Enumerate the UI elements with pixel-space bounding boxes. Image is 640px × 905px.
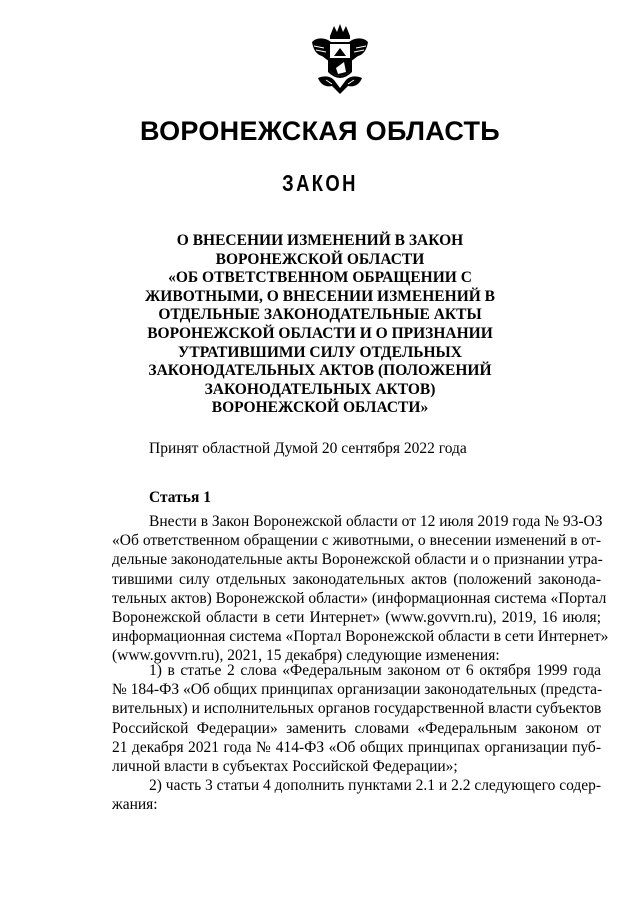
paragraph-line: информационная система «Портал Воронежской области в сети Интернет» xyxy=(112,628,609,646)
paragraph-line: личной власти в субъектах Российской Федерации»; xyxy=(112,757,458,775)
paragraph-line: Российской Федерации» заменить словами «Федеральным законом от xyxy=(112,719,601,737)
paragraph-line: Воронежской области в сети Интернет» (www.govvrn.ru), 2019, 16 июля; xyxy=(112,608,601,626)
adoption-date-line: Принят областной Думой 20 сентября 2022 года xyxy=(149,440,467,457)
law-title-line: ЗАКОНОДАТЕЛЬНЫХ АКТОВ) xyxy=(204,380,436,398)
paragraph-line: 2) часть 3 статьи 4 дополнить пунктами 2.1 и 2.2 следующего содер- xyxy=(149,777,602,794)
paragraph-line: 21 декабря 2021 года № 414-ФЗ «Об общих принципах организации пуб- xyxy=(112,738,601,756)
paragraph-line: «Об ответственном обращении с животными, о внесении изменений в от- xyxy=(112,532,601,550)
article-heading: Статья 1 xyxy=(149,489,211,506)
paragraph-line: № 184-ФЗ «Об общих принципах организации законодательных (предста- xyxy=(112,681,603,699)
law-title-line: УТРАТИВШИМИ СИЛУ ОТДЕЛЬНЫХ xyxy=(178,343,462,361)
law-title-line: О ВНЕСЕНИИ ИЗМЕНЕНИЙ В ЗАКОН xyxy=(176,232,464,249)
law-title-line: ВОРОНЕЖСКОЙ ОБЛАСТИ xyxy=(215,250,425,268)
law-title-line: «ОБ ОТВЕТСТВЕННОМ ОБРАЩЕНИИ С xyxy=(168,269,472,287)
law-title-line: ВОРОНЕЖСКОЙ ОБЛАСТИ И О ПРИЗНАНИИ xyxy=(147,324,493,342)
paragraph-line: дельные законодательные акты Воронежской области и о признании утра- xyxy=(112,551,603,569)
paragraph-line: (www.govvrn.ru), 2021, 15 декабря) следующие изменения: xyxy=(112,647,500,665)
article-paragraph-1 xyxy=(112,512,609,666)
law-title-line: ЖИВОТНЫМИ, О ВНЕСЕНИИ ИЗМЕНЕНИЙ В xyxy=(144,287,496,305)
article-paragraph-2 xyxy=(112,661,601,776)
paragraph-line: тельных актов) Воронежской области» (информационная система «Портал xyxy=(112,589,607,607)
law-title-line: ОТДЕЛЬНЫЕ ЗАКОНОДАТЕЛЬНЫЕ АКТЫ xyxy=(158,306,482,324)
paragraph-line: вительных) и исполнительных органов государственной власти субъектов xyxy=(112,700,602,718)
paragraph-line: Внести в Закон Воронежской области от 12 июля 2019 года № 93-ОЗ xyxy=(149,513,603,530)
region-title: ВОРОНЕЖСКАЯ ОБЛАСТЬ xyxy=(139,116,501,146)
paragraph-line: 1) в статье 2 слова «Федеральным законом от 6 октября 1999 года xyxy=(149,662,601,679)
article-paragraph-3 xyxy=(112,776,601,814)
coat-of-arms-emblem-icon xyxy=(308,22,372,96)
law-title-line: ВОРОНЕЖСКОЙ ОБЛАСТИ» xyxy=(211,399,429,417)
paragraph-line: жания: xyxy=(112,796,158,814)
paragraph-line: тившими силу отдельных законодательных актов (положений законода- xyxy=(112,570,601,588)
law-title xyxy=(0,232,640,418)
law-title-line: ЗАКОНОДАТЕЛЬНЫХ АКТОВ (ПОЛОЖЕНИЙ xyxy=(148,362,492,380)
document-type: ЗАКОН xyxy=(282,170,358,196)
